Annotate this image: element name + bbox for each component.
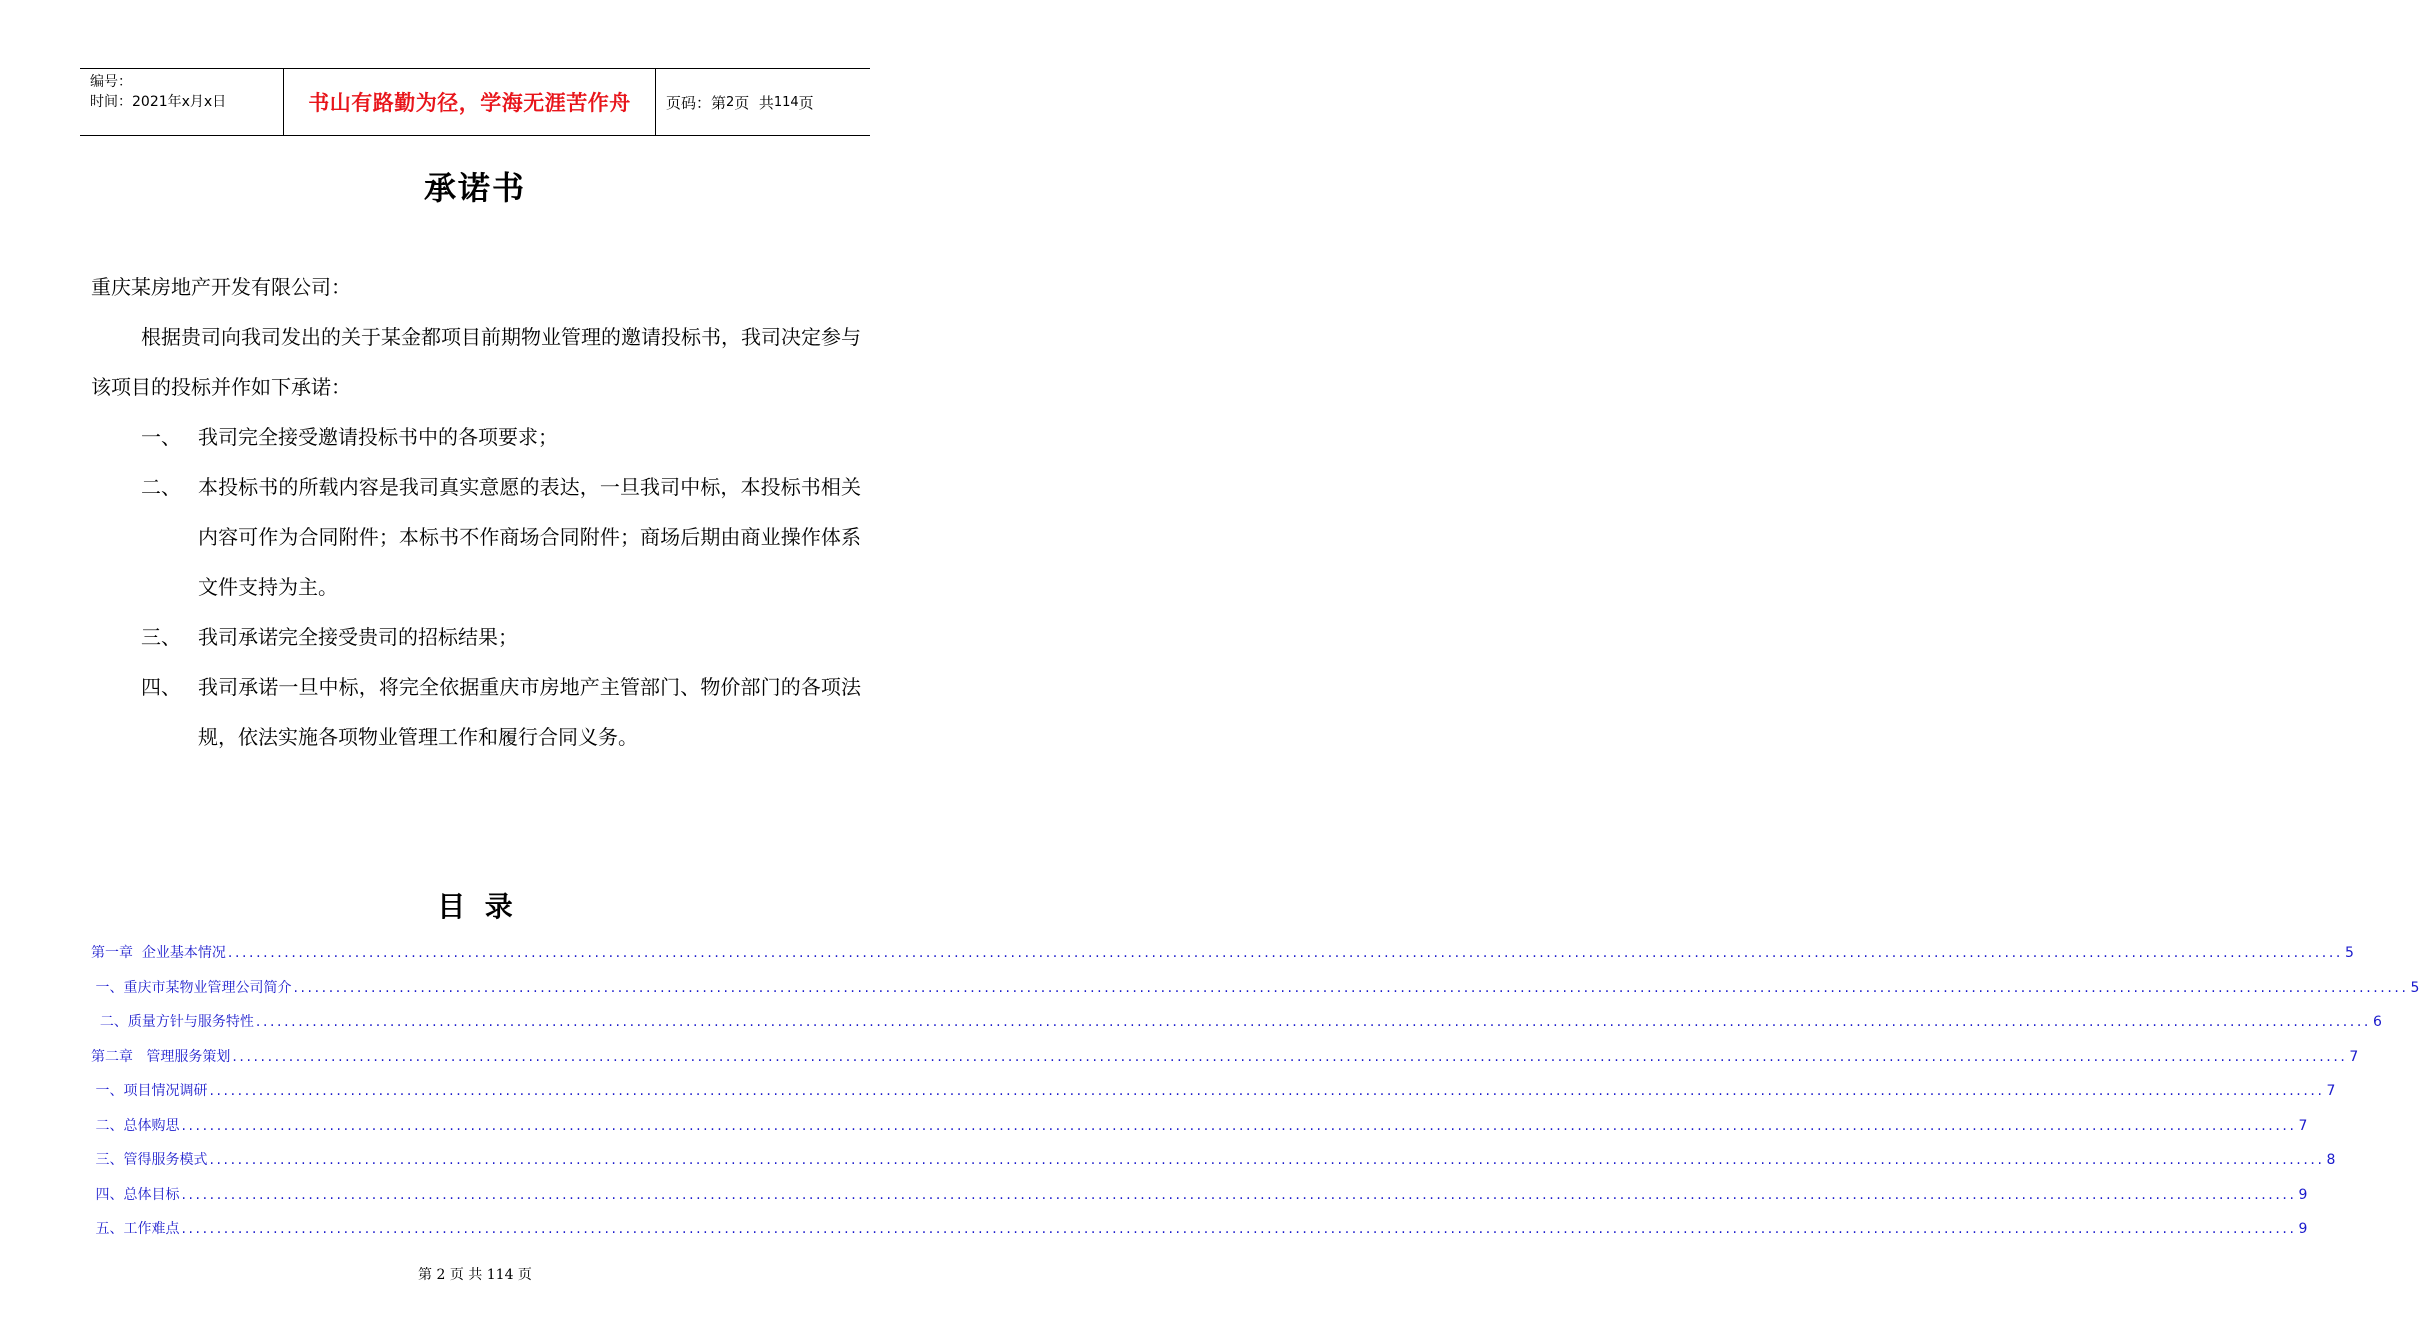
toc-leader-dots: ............................................................................................................................................................................................................................................................................................................: [181, 1186, 2297, 1203]
document-title: 承诺书: [423, 169, 526, 207]
toc-leader-dots: ............................................................................................................................................................................................................................................................................................................: [181, 1221, 2297, 1237]
letter-salutation: 重庆某房地产开发有限公司：: [91, 275, 351, 299]
table-of-contents: [91, 939, 2419, 1250]
page-label-a: 页码：第: [666, 93, 727, 112]
toc-entry-link[interactable]: [91, 1215, 2308, 1250]
toc-entry-label: 二、质量方针与服务特性: [91, 1014, 254, 1030]
toc-title: 目 录: [437, 890, 513, 923]
page-label-b: 页 共: [734, 93, 774, 112]
number-label: 编号：: [90, 74, 132, 90]
page-footer: 第 2 页 共 114 页: [418, 1267, 532, 1283]
commitment-item: [91, 412, 861, 462]
toc-leader-dots: ............................................................................................................................................................................................................................................................................................................: [227, 945, 2343, 961]
toc-entry-label: 第一章 企业基本情况: [91, 945, 226, 961]
toc-entry-link[interactable]: [91, 1077, 2336, 1112]
commitment-item: [91, 612, 861, 662]
toc-entry-label: 五、工作难点: [91, 1221, 180, 1237]
toc-leader-dots: ............................................................................................................................................................................................................................................................................................................: [293, 979, 2409, 996]
toc-entry-link[interactable]: [91, 1112, 2308, 1147]
item-number: 四、: [141, 675, 181, 699]
item-number: 一、: [141, 425, 181, 449]
toc-entry-page: 9: [2298, 1221, 2308, 1237]
toc-entry-link[interactable]: [91, 1181, 2308, 1216]
page-label-c: 页: [798, 93, 814, 112]
commitment-item: [91, 462, 861, 612]
toc-leader-dots: ............................................................................................................................................................................................................................................................................................................: [232, 1048, 2348, 1065]
commitment-item: [91, 662, 861, 762]
toc-leader-dots: ............................................................................................................................................................................................................................................................................................................: [209, 1152, 2325, 1168]
toc-entry-page: 7: [2326, 1083, 2336, 1099]
toc-entry-label: 第二章 管理服务策划: [91, 1048, 231, 1065]
toc-leader-dots: ............................................................................................................................................................................................................................................................................................................: [181, 1117, 2297, 1134]
toc-entry-link[interactable]: [91, 1146, 2336, 1181]
page-header: [80, 68, 870, 136]
toc-entry-label: 一、重庆市某物业管理公司简介: [91, 979, 292, 996]
toc-leader-dots: ............................................................................................................................................................................................................................................................................................................: [255, 1014, 2371, 1030]
item-text: 我司承诺完全接受贵司的招标结果；: [198, 625, 518, 649]
toc-entry-link[interactable]: [91, 939, 2354, 974]
toc-entry-link[interactable]: [91, 974, 2419, 1009]
toc-leader-dots: ............................................................................................................................................................................................................................................................................................................: [209, 1083, 2325, 1099]
page-total: 114: [773, 94, 799, 110]
item-number: 三、: [141, 625, 181, 649]
item-text: 本投标书的所载内容是我司真实意愿的表达，一旦我司中标，本投标书相关内容可作为合同附件；本标书不作商场合同附件；商场后期由商业操作体系文件支持为主。: [198, 475, 861, 599]
toc-entry-label: 一、项目情况调研: [91, 1083, 208, 1099]
toc-entry-page: 7: [2298, 1117, 2308, 1134]
toc-entry-page: 7: [2349, 1048, 2359, 1065]
header-page-info: [656, 69, 870, 135]
toc-entry-page: 5: [2344, 945, 2354, 961]
toc-entry-page: 5: [2410, 979, 2419, 996]
toc-entry-page: 8: [2326, 1152, 2336, 1168]
letter-body: [91, 262, 861, 762]
header-meta: [80, 69, 283, 135]
letter-intro: 根据贵司向我司发出的关于某金都项目前期物业管理的邀请投标书，我司决定参与该项目的投标并作如下承诺：: [91, 325, 861, 399]
page-current: 2: [726, 94, 735, 110]
header-motto: 书山有路勤为径，学海无涯苦作舟: [283, 69, 656, 135]
toc-entry-label: 二、总体购思: [91, 1117, 180, 1134]
toc-entry-link[interactable]: [91, 1043, 2359, 1078]
time-label: 时间：2021年x月x日: [90, 94, 227, 110]
toc-entry-label: 四、总体目标: [91, 1186, 180, 1203]
item-text: 我司承诺一旦中标，将完全依据重庆市房地产主管部门、物价部门的各项法规，依法实施各项物业管理工作和履行合同义务。: [198, 675, 861, 749]
toc-entry-page: 6: [2372, 1014, 2382, 1030]
toc-entry-label: 三、管得服务模式: [91, 1152, 208, 1168]
toc-entry-page: 9: [2298, 1186, 2308, 1203]
item-number: 二、: [141, 475, 181, 499]
item-text: 我司完全接受邀请投标书中的各项要求；: [198, 425, 558, 449]
toc-entry-link[interactable]: [91, 1008, 2382, 1043]
